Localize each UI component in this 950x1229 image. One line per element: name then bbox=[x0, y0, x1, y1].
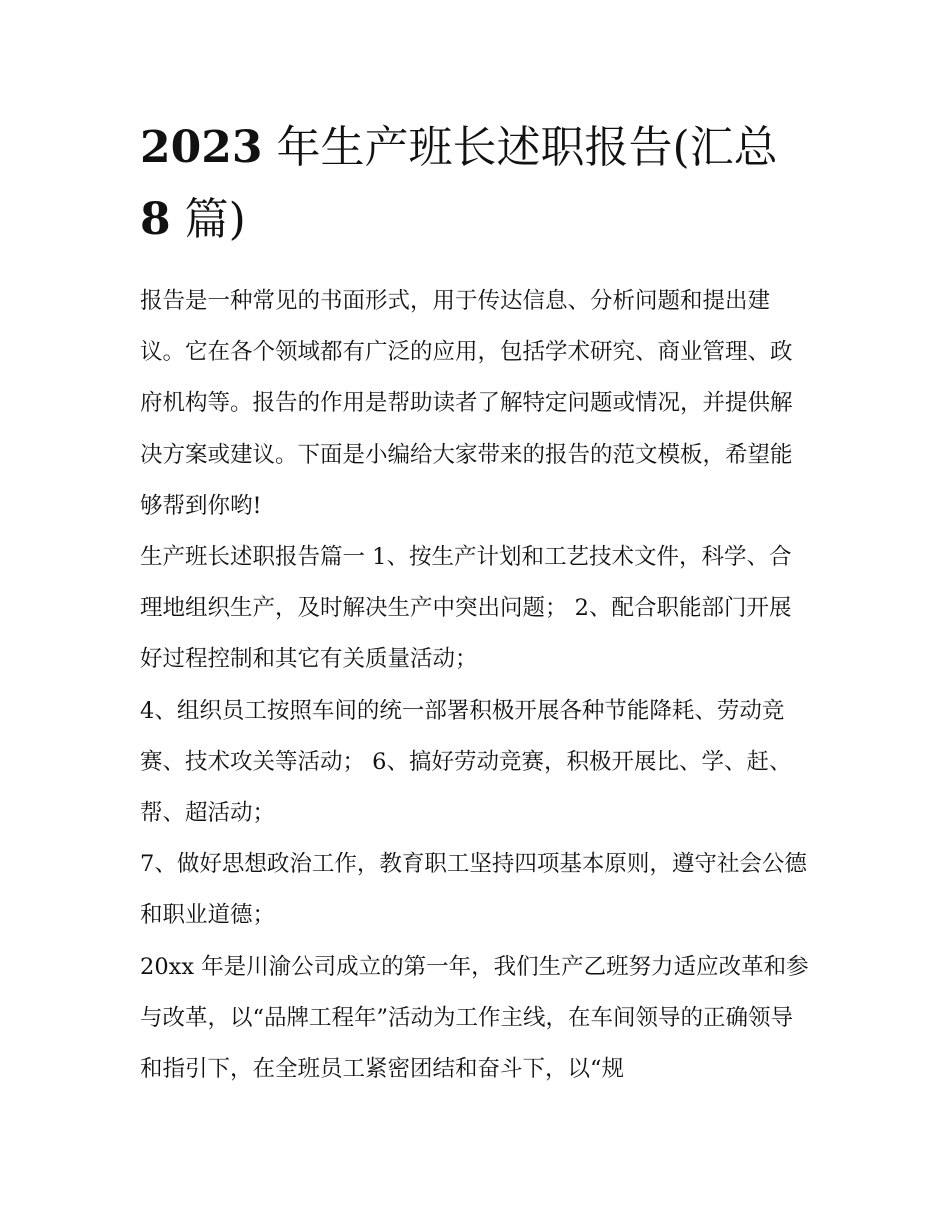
paragraph-part-one: 生产班长述职报告篇一 1、按生产计划和工艺技术文件，科学、合理地组织生产，及时解决生产中突出问题； 2、配合职能部门开展好过程控制和其它有关质量活动； bbox=[140, 544, 792, 673]
paragraph-item-7: 7、做好思想政治工作，教育职工坚持四项基本原则，遵守社会公德和职业道德； bbox=[140, 851, 807, 929]
title-text: 年生产班长述职报告(汇总 bbox=[276, 122, 778, 173]
intro-paragraph: 报告是一种常见的书面形式，用于传达信息、分析问题和提出建议。它在各个领域都有广泛的应用，包括学术研究、商业管理、政府机构等。报告的作用是帮助读者了解特定问题或情况，并提供解决方案或建议。下面是小编给大家带来的报告的范文模板，希望能够帮到你哟! bbox=[140, 288, 793, 519]
document-title bbox=[140, 112, 820, 256]
title-year: 2023 bbox=[140, 122, 263, 173]
paragraph-20xx: 20xx 年是川渝公司成立的第一年，我们生产乙班努力适应改革和参与改革，以“品牌工程年”活动为工作主线，在车间领导的正确领导和指引下，在全班员工紧密团结和奋斗下，以“规 bbox=[140, 953, 809, 1083]
paragraph-item-4-6: 4、组织员工按照车间的统一部署积极开展各种节能降耗、劳动竞赛、技术攻关等活动； 6、搞好劳动竞赛，积极开展比、学、赶、帮、超活动； bbox=[140, 697, 792, 827]
title-suffix: 篇) bbox=[184, 194, 246, 245]
document-body bbox=[140, 276, 812, 1095]
title-count: 8 bbox=[140, 194, 171, 245]
